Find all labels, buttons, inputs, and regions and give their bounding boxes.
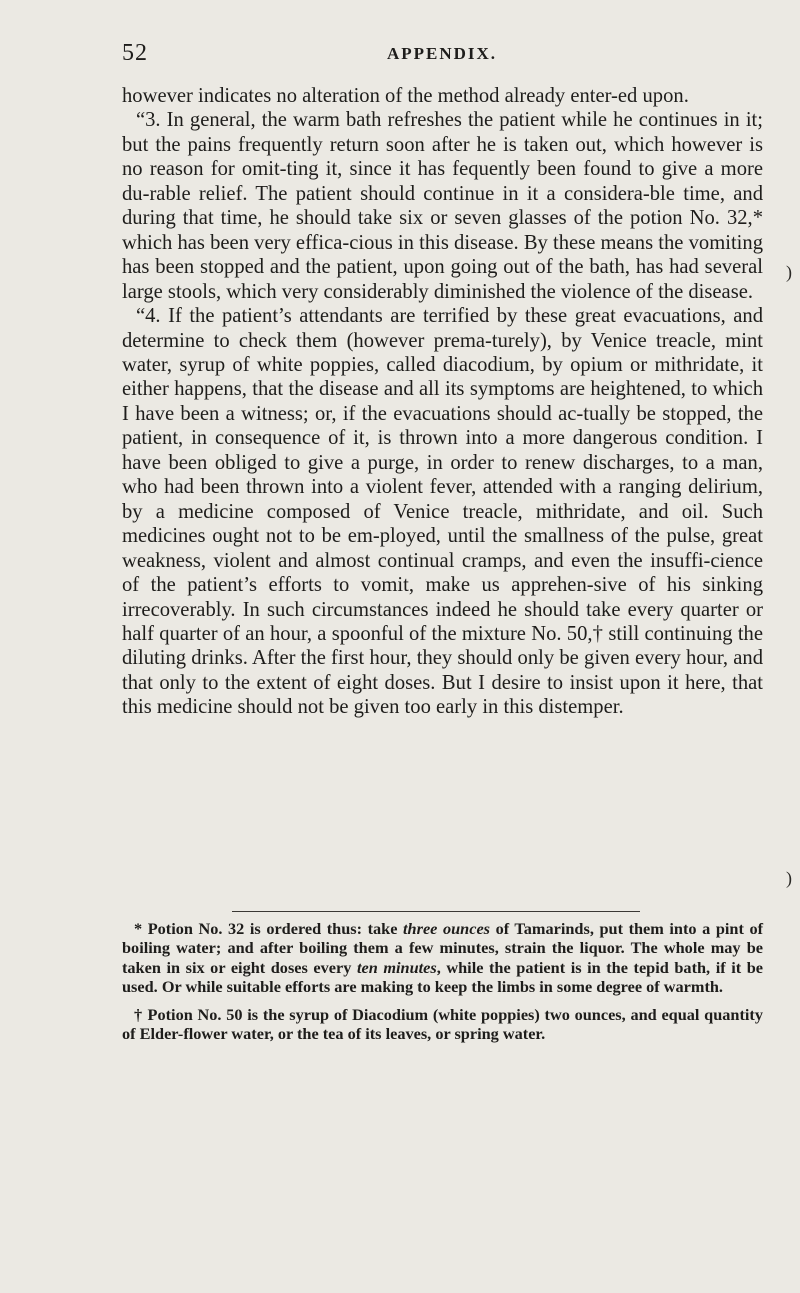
footnote-text: , while the patient is in the tepid bath, if it be used. Or while suitable efforts are making to keep the limbs in some degree of warmth. bbox=[122, 957, 763, 997]
body-text bbox=[122, 84, 763, 720]
footnote-potion-50: † Potion No. 50 is the syrup of Diacodium (white poppies) two ounces, and equal quantity of Elder-flower water, or the tea of its leaves, or spring water. bbox=[122, 1004, 763, 1044]
footnote-text: of Tamarinds, put them into a pint of boiling water; and after boiling them a few minutes, strain the liquor. The whole may be taken in six or eight doses every bbox=[122, 919, 764, 977]
footnotes bbox=[122, 919, 763, 1043]
running-head: APPENDIX. bbox=[386, 44, 498, 63]
page-number: 52 bbox=[122, 40, 148, 66]
footnote-potion-32 bbox=[122, 919, 763, 997]
footnote-text: * Potion No. 32 is ordered thus: take bbox=[134, 919, 404, 938]
footnote-emphasis: three ounces bbox=[403, 919, 491, 938]
margin-mark: ) bbox=[786, 868, 792, 888]
paragraph-continuation: however indicates no alteration of the method already enter-ed upon. bbox=[122, 85, 689, 107]
paragraph-4: “4. If the patient’s attendants are terrified by these great evacuations, and determine to check them (however prema-turely), by Venice treacle, mint water, syrup of white poppies, called diacodium, by opium or mithridate, it either happens, that the disease and all its symptoms are heightened, to which I have been a witness; or, if the evacuations should ac-tually be stopped, the patient, in consequence of it, is thrown into a more dangerous condition. I have been obliged to give a purge, in order to renew discharges, to a man, who had been thrown into a violent fever, attended with a ranging delirium, by a medicine composed of Venice treacle, mithridate, and oil. Such medicines ought not to be em-ployed, until the smallness of the pulse, great weakness, violent and almost continual cramps, and even the insuffi-cience of the patient’s efforts to vomit, make us apprehen-sive of his sinking irrecoverably. In such circumstances indeed he should take every quarter or half quarter of an hour, a spoonful of the mixture No. 50,† still continuing the diluting drinks. After the first hour, they should only be given every hour, and that only to the extent of eight doses. But I desire to insist upon it here, that this medicine should not be given too early in this distemper. bbox=[122, 305, 763, 719]
footnote-rule bbox=[232, 911, 640, 912]
margin-mark: ) bbox=[786, 262, 792, 282]
page-header bbox=[122, 40, 762, 70]
paragraph-3: “3. In general, the warm bath refreshes the patient while he continues in it; but the pains frequently return soon after he is taken out, which however is no reason for omit-ting it, since it has fequently been found to give a more du-rable relief. The patient should continue in it a considera-ble time, and during that time, he should take six or seven glasses of the potion No. 32,* which has been very effica-cious in this disease. By these means the vomiting has been stopped and the patient, upon going out of the bath, has had several large stools, which very considerably diminished the violence of the disease. bbox=[122, 109, 763, 303]
footnote-emphasis: ten minutes bbox=[356, 957, 437, 977]
